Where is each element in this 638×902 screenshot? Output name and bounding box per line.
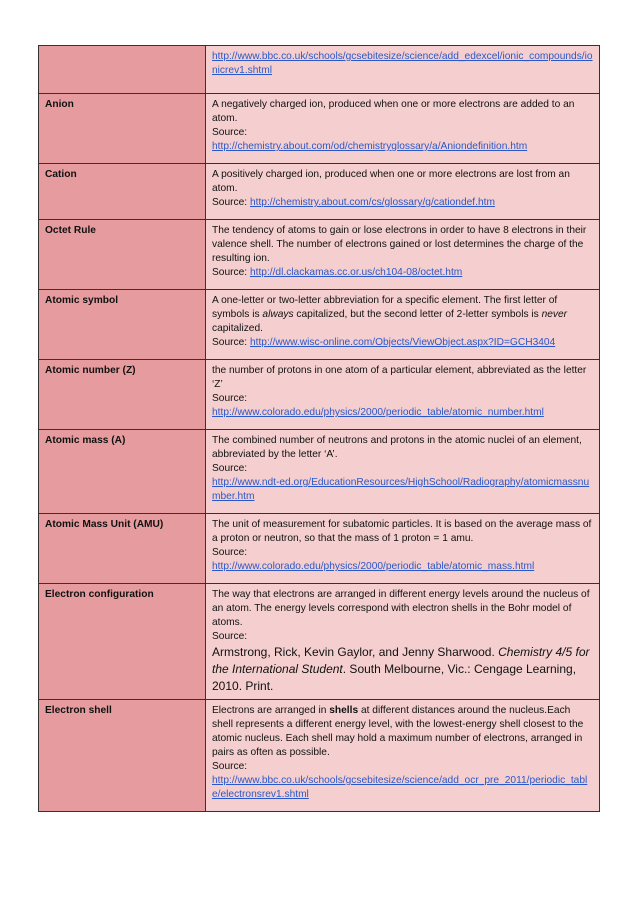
source-link[interactable]: http://www.colorado.edu/physics/2000/periodic_table/atomic_number.html [212, 407, 544, 418]
term-cell [39, 46, 206, 94]
source-label: Source: [212, 393, 248, 404]
source-link[interactable]: http://dl.clackamas.cc.or.us/ch104-08/octet.htm [249, 267, 463, 278]
definition-text: the number of protons in one atom of a particular element, abbreviated as the letter ‘Z’ [212, 365, 587, 390]
source-label: Source: [212, 127, 248, 138]
definition-text-c: capitalized. [212, 323, 263, 334]
definition-text: The tendency of atoms to gain or lose electrons in order to have 8 electrons in their valence shell. The number of electrons gained or lost determines the charge of the resulting ion. [212, 225, 587, 264]
table-row [39, 46, 600, 94]
source-link[interactable]: http://www.wisc-online.com/Objects/ViewObject.aspx?ID=GCH3404 [249, 337, 556, 348]
table-row [39, 94, 600, 164]
term-cell: Anion [39, 94, 206, 164]
definition-text-a: A one-letter or two-letter abbreviation for a specific element. The first letter of symbols is [212, 295, 558, 320]
term-cell: Atomic mass (A) [39, 430, 206, 514]
definition-cell [206, 46, 600, 94]
definition-cell [206, 584, 600, 700]
definition-text: A positively charged ion, produced when one or more electrons are lost from an atom. [212, 169, 570, 194]
table-row [39, 514, 600, 584]
source-link[interactable]: http://www.bbc.co.uk/schools/gcsebitesize/science/add_edexcel/ionic_compounds/ionicrev1.shtml [212, 51, 593, 76]
table-row [39, 700, 600, 812]
definition-cell [206, 700, 600, 812]
term-cell: Electron shell [39, 700, 206, 812]
source-label: Source: [212, 463, 248, 474]
term-cell: Atomic Mass Unit (AMU) [39, 514, 206, 584]
term-cell: Octet Rule [39, 220, 206, 290]
source-label: Source: [212, 267, 248, 278]
definition-cell [206, 514, 600, 584]
term-cell: Atomic number (Z) [39, 360, 206, 430]
emphasis-shells: shells [329, 705, 359, 716]
table-row [39, 584, 600, 700]
source-link[interactable]: http://chemistry.about.com/cs/glossary/g/cationdef.htm [249, 197, 495, 208]
definition-cell [206, 360, 600, 430]
definition-text: The unit of measurement for subatomic particles. It is based on the average mass of a proton or neutron, so that the mass of 1 proton = 1 amu. [212, 519, 592, 544]
source-label: Source: [212, 761, 248, 772]
definition-cell [206, 164, 600, 220]
definition-text: The combined number of neutrons and protons in the atomic nuclei of an element, abbreviated by the letter ‘A’. [212, 435, 582, 460]
source-label: Source: [212, 547, 248, 558]
emphasis-always: always [262, 309, 294, 320]
emphasis-never: never [541, 309, 568, 320]
source-label: Source: [212, 197, 248, 208]
citation-title: Chemistry 4/5 for the International Student [212, 645, 590, 676]
term-cell: Atomic symbol [39, 290, 206, 360]
table-row [39, 290, 600, 360]
source-label: Source: [212, 337, 248, 348]
table-row [39, 360, 600, 430]
definition-cell [206, 94, 600, 164]
definition-text: The way that electrons are arranged in different energy levels around the nucleus of an atom. The energy levels correspond with electron shells in the Bohr model of atoms. [212, 589, 590, 628]
citation [212, 645, 590, 693]
term-cell: Electron configuration [39, 584, 206, 700]
source-link[interactable]: http://www.bbc.co.uk/schools/gcsebitesize/science/add_ocr_pre_2011/periodic_table/electronsrev1.shtml [212, 775, 588, 800]
glossary-table [38, 45, 600, 812]
table-row [39, 430, 600, 514]
table-row [39, 220, 600, 290]
citation-publisher: . South Melbourne, Vic.: Cengage Learning, 2010. Print. [212, 662, 577, 693]
definition-text-b: at different distances around the nucleus.Each shell represents a different energy level, with the lowest-energy shell closest to the atomic nucleus. Each shell may hold a maximum number of electrons, arranged in pairs as often as possible. [212, 705, 584, 758]
definition-cell [206, 290, 600, 360]
citation-authors: Armstrong, Rick, Kevin Gaylor, and Jenny Sharwood. [212, 645, 495, 659]
definition-cell [206, 220, 600, 290]
source-link[interactable]: http://chemistry.about.com/od/chemistryglossary/a/Aniondefinition.htm [212, 141, 528, 152]
definition-text: A negatively charged ion, produced when one or more electrons are added to an atom. [212, 99, 575, 124]
definition-text-a: Electrons are arranged in [212, 705, 327, 716]
definition-cell [206, 430, 600, 514]
source-link[interactable]: http://www.ndt-ed.org/EducationResources/HighSchool/Radiography/atomicmassnumber.htm [212, 477, 590, 502]
source-link[interactable]: http://www.colorado.edu/physics/2000/periodic_table/atomic_mass.html [212, 561, 535, 572]
term-cell: Cation [39, 164, 206, 220]
definition-text-b: capitalized, but the second letter of 2-letter symbols is [296, 309, 539, 320]
source-label: Source: [212, 631, 248, 642]
table-row [39, 164, 600, 220]
